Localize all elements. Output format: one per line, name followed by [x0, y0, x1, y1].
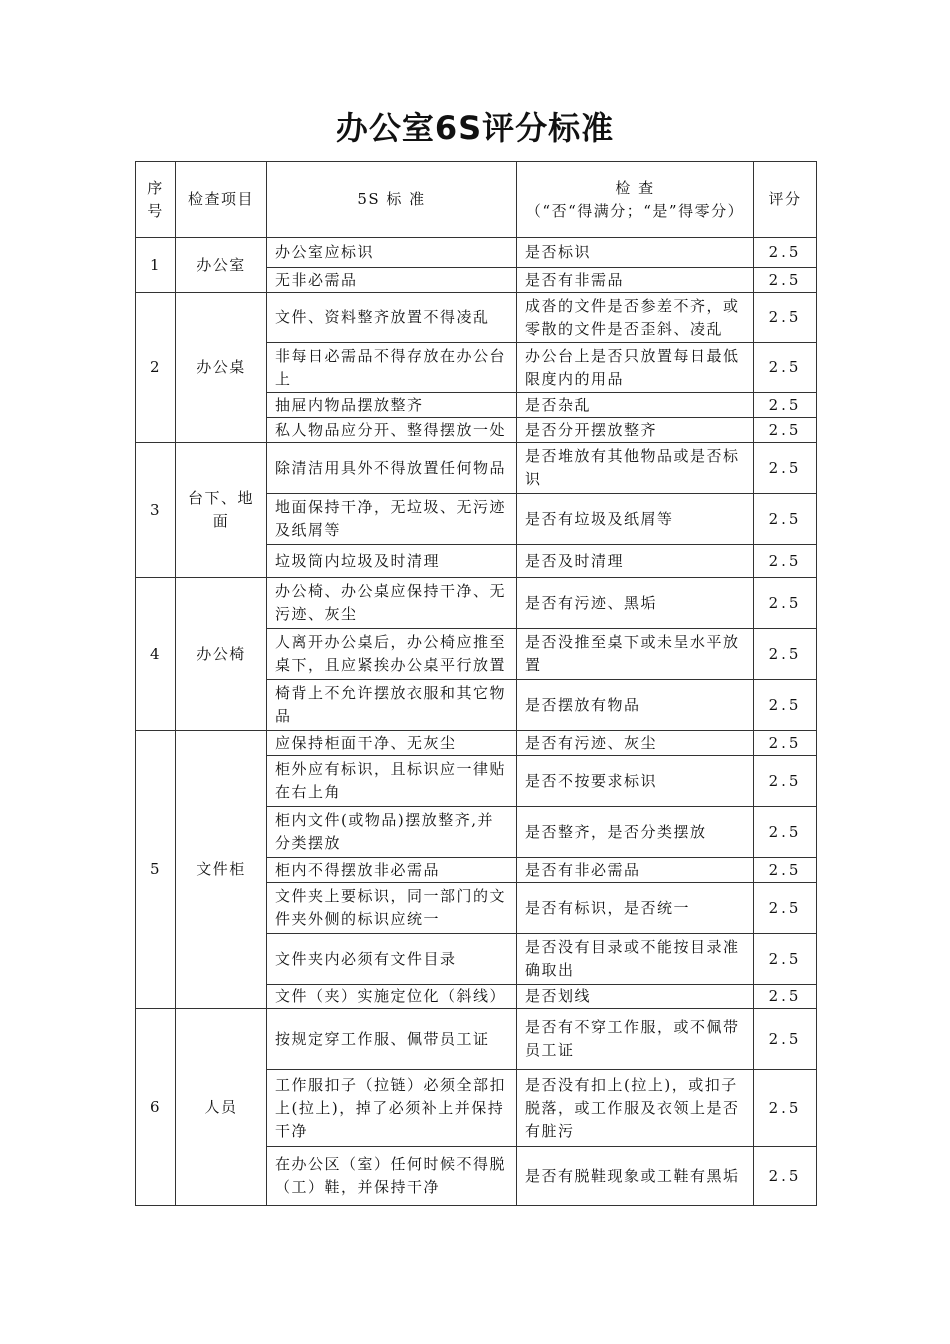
cell-score: 2.5	[754, 443, 817, 494]
table-row	[136, 1009, 817, 1070]
cell-standard: 按规定穿工作服、佩带员工证	[267, 1009, 517, 1070]
cell-seq: 2	[136, 293, 176, 443]
cell-check: 是否没有目录或不能按目录准确取出	[517, 934, 754, 985]
cell-score: 2.5	[754, 343, 817, 393]
cell-standard: 无非必需品	[267, 268, 517, 293]
cell-standard: 柜内文件(或物品)摆放整齐,并分类摆放	[267, 807, 517, 858]
cell-check: 是否杂乱	[517, 393, 754, 418]
cell-score: 2.5	[754, 883, 817, 934]
cell-item: 办公室	[176, 238, 267, 293]
cell-item: 台下、地面	[176, 443, 267, 578]
cell-check: 是否摆放有物品	[517, 680, 754, 731]
cell-check: 是否有污迹、灰尘	[517, 731, 754, 756]
cell-score: 2.5	[754, 268, 817, 293]
cell-check: 是否整齐，是否分类摆放	[517, 807, 754, 858]
cell-check: 是否堆放有其他物品或是否标识	[517, 443, 754, 494]
cell-check: 是否有垃圾及纸屑等	[517, 494, 754, 545]
cell-item: 办公椅	[176, 578, 267, 731]
header-seq: 序号	[136, 162, 176, 238]
cell-check: 办公台上是否只放置每日最低限度内的用品	[517, 343, 754, 393]
cell-seq: 1	[136, 238, 176, 293]
cell-check: 是否划线	[517, 985, 754, 1009]
scoring-table	[135, 161, 817, 1206]
cell-score: 2.5	[754, 985, 817, 1009]
cell-standard: 地面保持干净，无垃圾、无污迹及纸屑等	[267, 494, 517, 545]
cell-item: 人员	[176, 1009, 267, 1206]
cell-standard: 非每日必需品不得存放在办公台上	[267, 343, 517, 393]
cell-check: 是否不按要求标识	[517, 756, 754, 807]
cell-score: 2.5	[754, 731, 817, 756]
cell-standard: 垃圾筒内垃圾及时清理	[267, 545, 517, 578]
cell-score: 2.5	[754, 418, 817, 443]
cell-score: 2.5	[754, 545, 817, 578]
cell-score: 2.5	[754, 1147, 817, 1206]
cell-check: 是否有非需品	[517, 268, 754, 293]
cell-score: 2.5	[754, 680, 817, 731]
cell-check: 成沓的文件是否参差不齐，或零散的文件是否歪斜、凌乱	[517, 293, 754, 343]
cell-score: 2.5	[754, 858, 817, 883]
cell-check: 是否有标识，是否统一	[517, 883, 754, 934]
cell-standard: 私人物品应分开、整得摆放一处	[267, 418, 517, 443]
cell-score: 2.5	[754, 393, 817, 418]
table-row	[136, 293, 817, 343]
cell-item: 办公桌	[176, 293, 267, 443]
cell-standard: 除清洁用具外不得放置任何物品	[267, 443, 517, 494]
cell-standard: 文件夹上要标识，同一部门的文件夹外侧的标识应统一	[267, 883, 517, 934]
header-check-note: （“否“得满分；“是”得零分）	[525, 201, 745, 220]
cell-seq: 3	[136, 443, 176, 578]
table-row	[136, 238, 817, 268]
cell-standard: 在办公区（室）任何时候不得脱（工）鞋，并保持干净	[267, 1147, 517, 1206]
cell-check: 是否有脱鞋现象或工鞋有黑垢	[517, 1147, 754, 1206]
table-row	[136, 731, 817, 756]
cell-score: 2.5	[754, 238, 817, 268]
cell-seq: 4	[136, 578, 176, 731]
cell-standard: 抽屉内物品摆放整齐	[267, 393, 517, 418]
cell-check: 是否没有扣上(拉上)，或扣子脱落，或工作服及衣领上是否有脏污	[517, 1070, 754, 1147]
cell-standard: 工作服扣子（拉链）必须全部扣上(拉上)，掉了必须补上并保持干净	[267, 1070, 517, 1147]
cell-seq: 5	[136, 731, 176, 1009]
cell-check: 是否分开摆放整齐	[517, 418, 754, 443]
cell-standard: 人离开办公桌后，办公椅应推至桌下，且应紧挨办公桌平行放置	[267, 629, 517, 680]
cell-item: 文件柜	[176, 731, 267, 1009]
header-standard: 5S 标 准	[267, 162, 517, 238]
cell-score: 2.5	[754, 934, 817, 985]
cell-score: 2.5	[754, 1009, 817, 1070]
cell-standard: 文件（夹）实施定位化（斜线）	[267, 985, 517, 1009]
cell-standard: 柜内不得摆放非必需品	[267, 858, 517, 883]
table-row	[136, 578, 817, 629]
cell-standard: 办公室应标识	[267, 238, 517, 268]
cell-standard: 办公椅、办公桌应保持干净、无污迹、灰尘	[267, 578, 517, 629]
cell-seq: 6	[136, 1009, 176, 1206]
cell-score: 2.5	[754, 756, 817, 807]
cell-score: 2.5	[754, 578, 817, 629]
cell-score: 2.5	[754, 494, 817, 545]
table-row	[136, 443, 817, 494]
header-item: 检查项目	[176, 162, 267, 238]
cell-score: 2.5	[754, 1070, 817, 1147]
header-check	[517, 162, 754, 238]
cell-standard: 应保持柜面干净、无灰尘	[267, 731, 517, 756]
table-body	[136, 238, 817, 1206]
cell-standard: 文件夹内必须有文件目录	[267, 934, 517, 985]
cell-standard: 文件、资料整齐放置不得凌乱	[267, 293, 517, 343]
cell-check: 是否没推至桌下或未呈水平放置	[517, 629, 754, 680]
cell-score: 2.5	[754, 807, 817, 858]
cell-score: 2.5	[754, 293, 817, 343]
cell-check: 是否标识	[517, 238, 754, 268]
header-check-title: 检 查	[615, 178, 655, 197]
header-score: 评分	[754, 162, 817, 238]
page-title: 办公室6S评分标准	[335, 109, 615, 147]
cell-check: 是否有不穿工作服，或不佩带员工证	[517, 1009, 754, 1070]
cell-check: 是否有非必需品	[517, 858, 754, 883]
header-row	[136, 162, 817, 238]
cell-standard: 柜外应有标识，且标识应一律贴在右上角	[267, 756, 517, 807]
cell-check: 是否有污迹、黑垢	[517, 578, 754, 629]
cell-score: 2.5	[754, 629, 817, 680]
cell-standard: 椅背上不允许摆放衣服和其它物品	[267, 680, 517, 731]
cell-check: 是否及时清理	[517, 545, 754, 578]
